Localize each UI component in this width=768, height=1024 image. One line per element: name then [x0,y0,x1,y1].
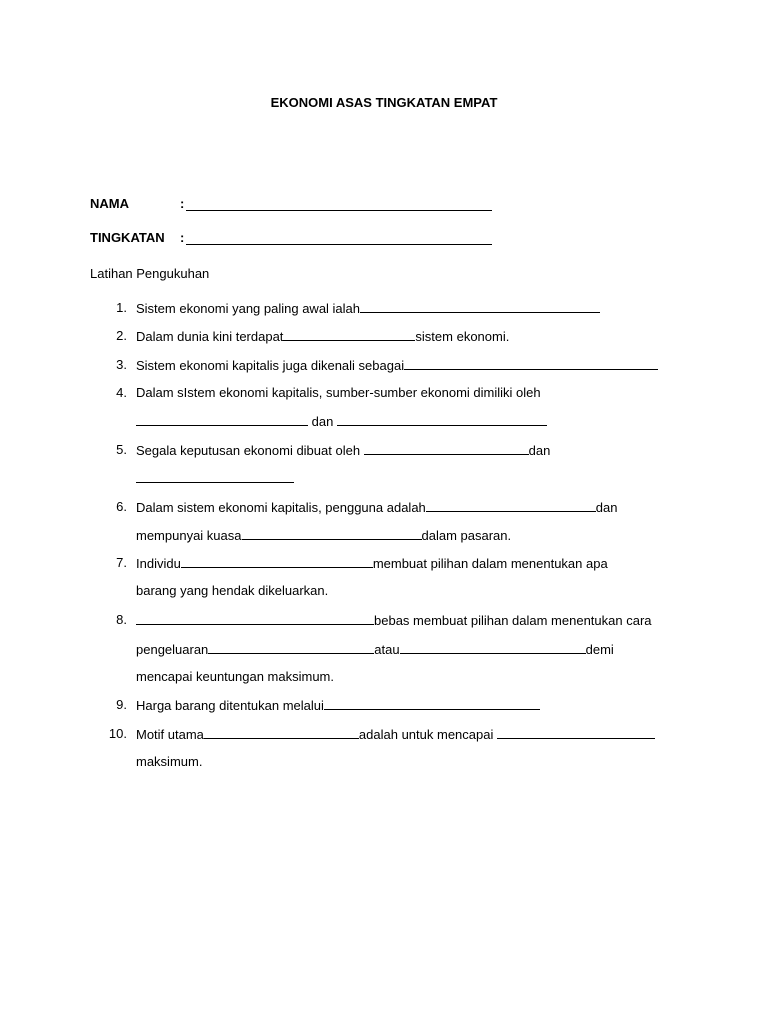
tingkatan-colon: : [180,230,185,245]
question-line [136,754,202,769]
question-text: Dalam sistem ekonomi kapitalis, pengguna adalah [136,500,426,515]
answer-blank[interactable] [324,697,540,710]
question-number: 6. [116,499,127,514]
question-number: 4. [116,385,127,400]
answer-blank[interactable] [360,300,600,313]
question-line [136,641,614,657]
question-line [136,583,328,598]
question-text: Segala keputusan ekonomi dibuat oleh [136,443,364,458]
answer-blank[interactable] [404,357,658,370]
answer-blank[interactable] [283,328,415,341]
question-number: 2. [116,328,127,343]
answer-blank[interactable] [136,612,374,625]
question-line [136,328,509,344]
question-line [136,669,334,684]
question-text: demi [585,642,614,657]
answer-blank[interactable] [136,470,294,483]
answer-blank[interactable] [400,641,586,654]
question-text: dan [595,500,618,515]
question-text: Sistem ekonomi yang paling awal ialah [136,301,361,316]
answer-blank[interactable] [364,442,529,455]
question-number: 10. [108,726,127,741]
question-line [136,697,540,713]
section-heading: Latihan Pengukuhan [90,266,210,281]
answer-blank[interactable] [426,499,596,512]
question-line [136,357,658,373]
question-text: maksimum. [136,754,203,769]
question-line [136,442,550,458]
question-line [136,555,608,571]
name-blank[interactable] [186,197,492,211]
question-line [136,612,652,628]
question-number: 5. [116,442,127,457]
question-line [136,499,617,515]
question-text: Sistem ekonomi kapitalis juga dikenali sebagai [136,358,405,373]
question-text: mempunyai kuasa [136,528,242,543]
question-number: 8. [116,612,127,627]
question-text: dan [528,443,551,458]
question-number: 9. [116,697,127,712]
question-text: Dalam sIstem ekonomi kapitalis, sumber-sumber ekonomi dimiliki oleh [136,385,541,400]
page-title: EKONOMI ASAS TINGKATAN EMPAT [270,95,498,110]
question-line [136,726,655,742]
tingkatan-field-row [90,230,492,245]
question-line [136,470,294,486]
name-colon: : [180,196,185,211]
answer-blank[interactable] [242,527,422,540]
answer-blank[interactable] [337,413,547,426]
question-text: Individu [136,556,181,571]
name-field-row [90,196,492,211]
question-number: 1. [116,300,127,315]
question-line [136,527,511,543]
question-text: barang yang hendak dikeluarkan. [136,583,329,598]
question-number: 3. [116,357,127,372]
answer-blank[interactable] [204,726,359,739]
question-text: membuat pilihan dalam menentukan apa [372,556,608,571]
question-line [136,385,541,400]
question-line [136,413,547,429]
tingkatan-blank[interactable] [186,231,492,245]
answer-blank[interactable] [497,726,655,739]
question-text: adalah untuk mencapai [358,727,497,742]
question-text: dalam pasaran. [421,528,512,543]
question-text: sistem ekonomi. [415,329,510,344]
question-text: Dalam dunia kini terdapat [136,329,284,344]
name-label: NAMA [90,196,129,211]
tingkatan-label: TINGKATAN [90,230,165,245]
question-number: 7. [116,555,127,570]
answer-blank[interactable] [181,555,373,568]
answer-blank[interactable] [136,413,308,426]
question-text: atau [374,642,400,657]
question-text: Motif utama [136,727,204,742]
question-text: Harga barang ditentukan melalui [136,698,324,713]
question-line [136,300,600,316]
answer-blank[interactable] [208,641,374,654]
question-text: mencapai keuntungan maksimum. [136,669,334,684]
question-text: pengeluaran [136,642,209,657]
question-text: dan [308,414,337,429]
question-text: bebas membuat pilihan dalam menentukan cara [374,613,652,628]
